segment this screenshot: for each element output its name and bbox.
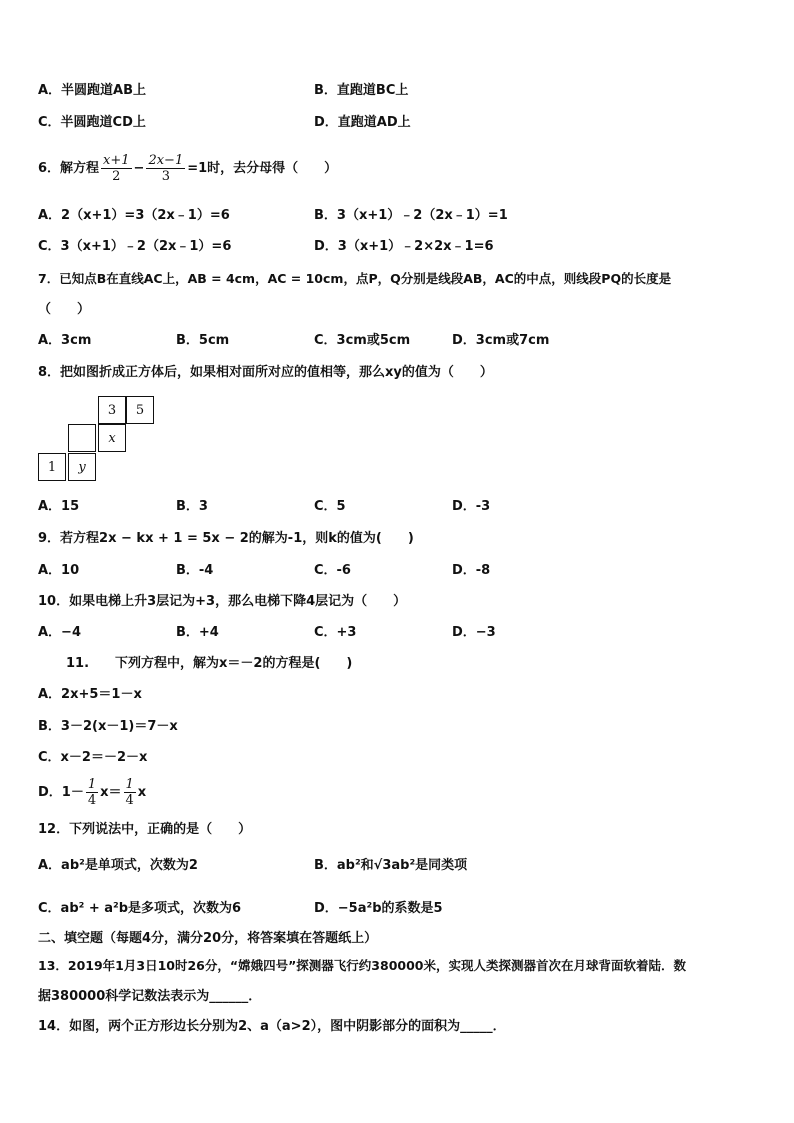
q12-option-d: D．−5a²b的系数是5 (314, 901, 443, 916)
q11-optd-mid: x＝ (100, 785, 122, 800)
q6-question (38, 152, 337, 186)
q7-option-a: A．3cm (38, 333, 92, 348)
net-cell-1: 1 (38, 453, 66, 481)
q6-option-c: C．3（x+1）﹣2（2x﹣1）=6 (38, 239, 232, 254)
q11-option-d (38, 776, 146, 810)
q10-question: 10．如果电梯上升3层记为+3，那么电梯下降4层记为（ ） (38, 594, 407, 609)
q10-option-a: A．−4 (38, 625, 81, 640)
q11-optd-fraction-1-numerator: 1 (87, 777, 97, 792)
q9-option-b: B．-4 (176, 563, 214, 578)
q10-option-c: C．+3 (314, 625, 357, 640)
q10-option-d: D．−3 (452, 625, 496, 640)
q8-option-c: C．5 (314, 499, 346, 514)
q6-minus: − (133, 161, 145, 176)
q11-optd-prefix: D．1－ (38, 785, 84, 800)
q6-fraction-1 (101, 153, 132, 184)
q11-optd-fraction-2-denominator: 4 (125, 793, 134, 808)
q8-option-d: D．-3 (452, 499, 491, 514)
q5-option-c: C．半圆跑道CD上 (38, 115, 146, 130)
q11-option-b: B．3－2(x－1)＝7－x (38, 719, 178, 734)
net-cell-blank-1 (68, 424, 96, 452)
q12-question: 12．下列说法中，正确的是（ ） (38, 822, 252, 837)
q6-option-d: D．3（x+1）﹣2×2x﹣1=6 (314, 239, 494, 254)
q7-question-paren: （ ） (38, 302, 91, 317)
q11-option-c: C．x－2＝－2－x (38, 750, 148, 765)
q6-fraction-1-numerator: x+1 (103, 153, 130, 168)
q11-question: 11. 下列方程中，解为x＝－2的方程是( ) (66, 656, 353, 671)
q6-option-b: B．3（x+1）﹣2（2x﹣1）=1 (314, 208, 508, 223)
net-cell-x: x (98, 424, 126, 452)
q5-option-b: B．直跑道BC上 (314, 83, 409, 98)
net-cell-5: 5 (126, 396, 154, 424)
q5-option-d: D．直跑道AD上 (314, 115, 411, 130)
q11-optd-fraction-1-denominator: 4 (87, 793, 97, 808)
q7-option-b: B．5cm (176, 333, 230, 348)
q6-fraction-2-numerator: 2x−1 (148, 153, 184, 168)
q9-option-a: A．10 (38, 563, 80, 578)
q9-option-c: C．-6 (314, 563, 351, 578)
q6-fraction-2 (146, 153, 185, 184)
q11-option-a: A．2x+5＝1－x (38, 687, 142, 702)
q5-option-a: A．半圆跑道AB上 (38, 83, 147, 98)
q8-option-b: B．3 (176, 499, 208, 514)
q10-option-b: B．+4 (176, 625, 219, 640)
net-cell-3: 3 (98, 396, 126, 424)
q6-option-a: A．2（x+1）=3（2x﹣1）=6 (38, 208, 230, 223)
q13-question-cont: 据380000科学记数法表示为______． (38, 989, 262, 1004)
q7-option-c: C．3cm或5cm (314, 333, 411, 348)
q7-question: 7．已知点B在直线AC上，AB = 4cm，AC = 10cm，点P，Q分别是线段AB，AC的中点，则线段PQ的长度是 (38, 271, 672, 286)
q11-optd-suffix: x (137, 785, 147, 800)
q7-option-d: D．3cm或7cm (452, 333, 550, 348)
q6-suffix: =1时，去分母得（ ） (187, 161, 338, 176)
q12-option-c: C．ab² + a²b是多项式，次数为6 (38, 901, 242, 916)
q9-question: 9．若方程2x − kx + 1 = 5x − 2的解为-1，则k的值为( ) (38, 531, 414, 546)
q6-prefix: 6．解方程 (38, 161, 100, 176)
q9-option-d: D．-8 (452, 563, 491, 578)
q6-fraction-1-denominator: 2 (112, 169, 121, 184)
q8-question: 8．把如图折成正方体后，如果相对面所对应的值相等，那么xy的值为（ ） (38, 365, 493, 380)
q11-optd-fraction-2-numerator: 1 (125, 777, 134, 792)
section-title-fill-in: 二、填空题（每题4分，满分20分，将答案填在答题纸上） (38, 931, 378, 946)
q8-option-a: A．15 (38, 499, 80, 514)
net-cell-y: y (68, 453, 96, 481)
q6-fraction-2-denominator: 3 (161, 169, 170, 184)
q11-optd-fraction-2 (124, 777, 136, 808)
q13-question: 13．2019年1月3日10时26分，“嫦娥四号”探测器飞行约380000米，实现人类探测器首次在月球背面软着陆．数 (38, 958, 686, 973)
q11-optd-fraction-1 (86, 777, 98, 808)
q14-question: 14．如图，两个正方形边长分别为2、a（a>2），图中阴影部分的面积为_____． (38, 1019, 506, 1034)
q12-option-a: A．ab²是单项式，次数为2 (38, 858, 198, 873)
q12-option-b: B．ab²和√3ab²是同类项 (314, 858, 468, 873)
